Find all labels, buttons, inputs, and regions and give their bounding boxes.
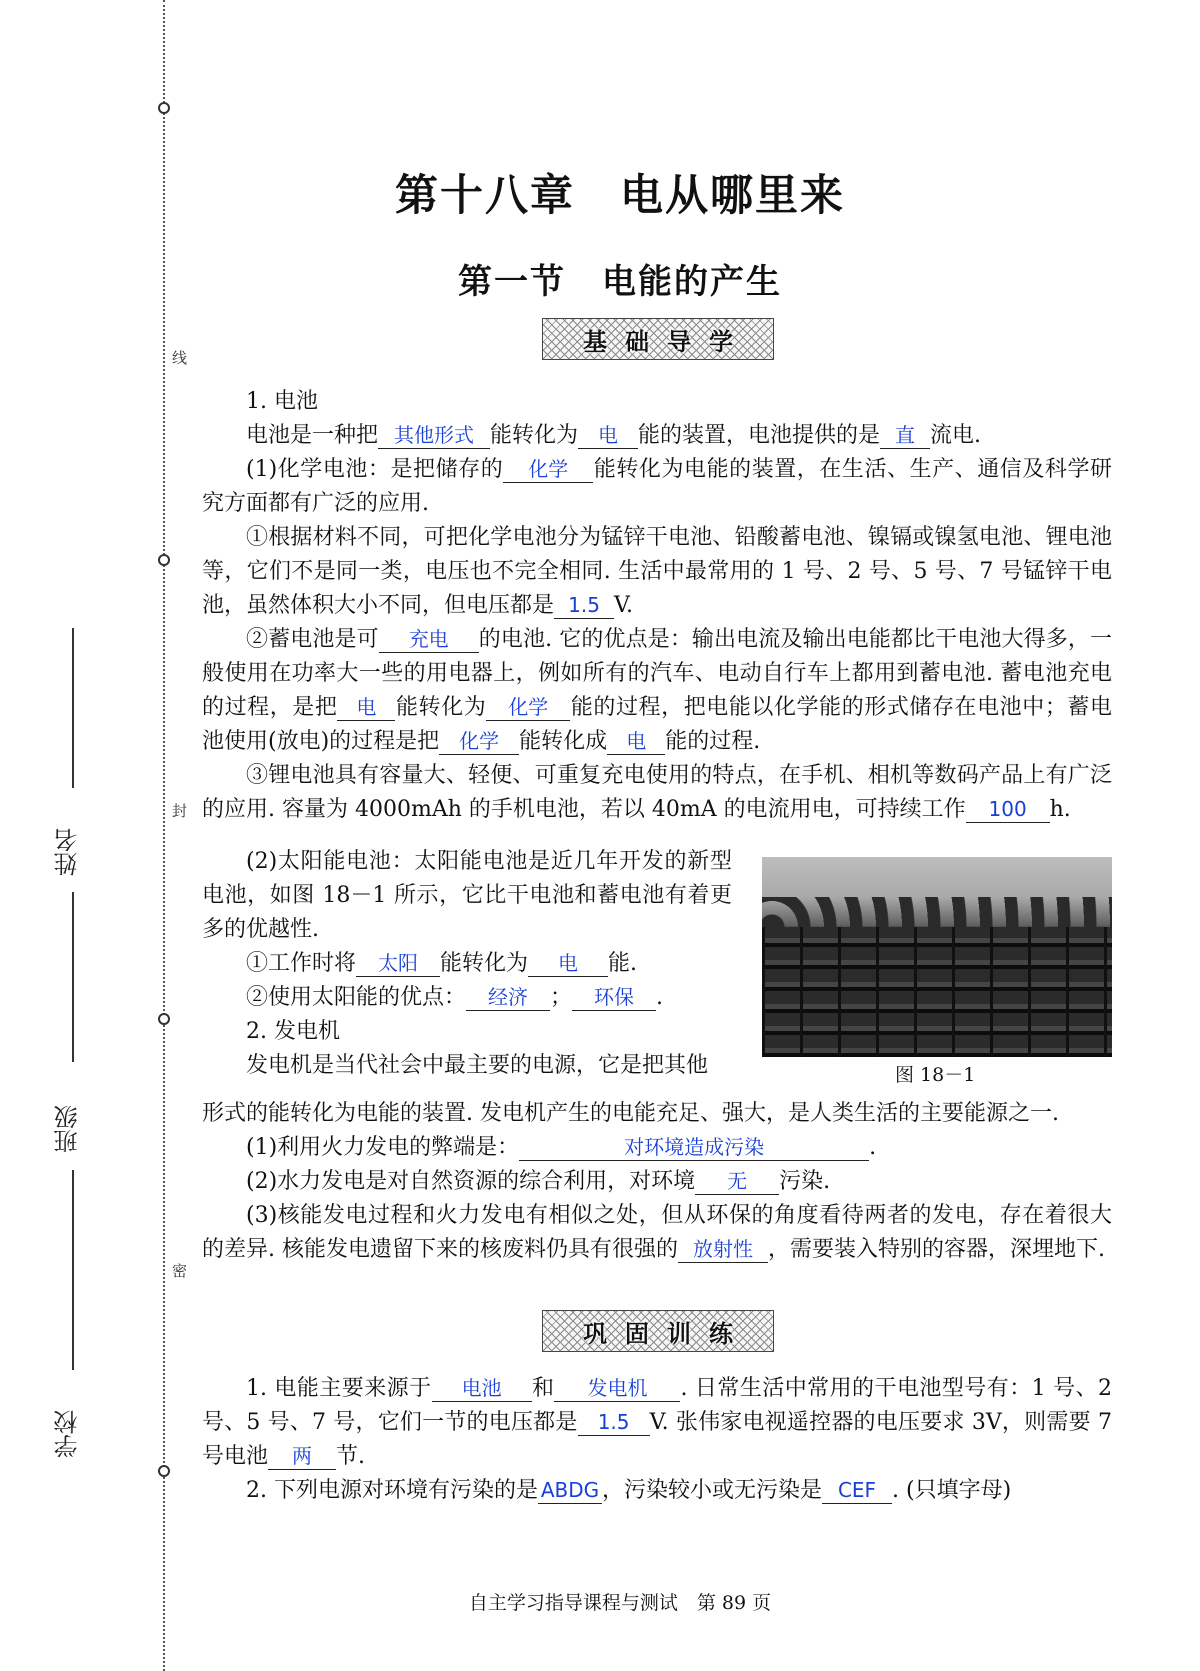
answer-blank: 放射性 xyxy=(678,1236,768,1263)
answer-blank: 其他形式 xyxy=(378,422,490,449)
practice-q1: 1. 电能主要来源于 电池 和 发电机 . 日常生活中常用的干电池型号有：1 号、2 号、5 号、7 号，它们一节的电压都是 1.5 V. 张伟家电视遥控器的电压要求 3V，则需要 7 号电池 两 节. xyxy=(202,1376,1112,1469)
answer-blank: ABDG xyxy=(538,1477,602,1504)
binding-hole xyxy=(158,102,170,114)
answer-blank: 电池 xyxy=(432,1375,532,1402)
binding-mark-xian: 线 xyxy=(172,349,188,367)
generator-q2: (2)水力发电是对自然资源的综合利用，对环境 无 污染. xyxy=(246,1169,831,1194)
answer-blank: 环保 xyxy=(572,984,656,1011)
answer-blank: 1.5 xyxy=(578,1409,650,1436)
answer-blank: 电 xyxy=(607,728,665,755)
name-line xyxy=(72,628,74,788)
generator-q1: (1)利用火力发电的弊端是： 对环境造成污染 . xyxy=(246,1135,877,1160)
practice-banner-label: 巩固训练 xyxy=(583,1319,751,1348)
page-footer: 自主学习指导课程与测试 第 89 页 xyxy=(468,1592,772,1614)
section-title: 第一节 电能的产生 xyxy=(458,262,782,302)
solar-q1: ①工作时将 太阳 能转化为 电 能. xyxy=(246,951,638,976)
item-2: ②蓄电池是可 充电 的电池. 它的优点是：输出电流及输出电能都比干电池大得多，一般使用在功率大一些的用电器上，例如所有的汽车、电动自行车上都用到蓄电池. 蓄电池充电的过程，是把 电 能转化为 化学 能的过程，把电能以化学能的形式储存在电池中；蓄电池使用(放电)的过程是把 化学 能转化成 电 能的过程. xyxy=(202,627,1112,754)
answer-blank: 化学 xyxy=(503,456,593,483)
binding-dotted-line xyxy=(163,0,165,1671)
battery-heading: 1. 电池 xyxy=(246,389,318,414)
generator-intro-a: 发电机是当代社会中最主要的电源，它是把其他 xyxy=(246,1053,709,1078)
binding-mark-mi: 密 xyxy=(172,1262,188,1280)
class-label: 班级 xyxy=(54,1105,82,1153)
answer-blank: 直 xyxy=(880,422,930,449)
generator-q3: (3)核能发电过程和火力发电有相似之处，但从环保的角度看待两者的发电，存在着很大的差异. 核能发电遗留下来的核废料仍具有很强的 放射性 ，需要装入特别的容器，深埋地下. xyxy=(202,1203,1112,1262)
generator-heading: 2. 发电机 xyxy=(246,1019,340,1044)
name-label: 姓名 xyxy=(54,828,82,876)
binding-hole xyxy=(158,1465,170,1477)
practice-banner xyxy=(542,1310,774,1352)
battery-intro: 电池是一种把 其他形式 能转化为 电 能的装置，电池提供的是 直 流电. xyxy=(246,423,982,448)
solar-panel-photo xyxy=(762,857,1112,1057)
binding-hole xyxy=(158,554,170,566)
answer-blank: 电 xyxy=(528,950,608,977)
basics-banner xyxy=(542,318,774,360)
answer-blank: 充电 xyxy=(379,626,479,653)
answer-blank: 无 xyxy=(695,1168,779,1195)
basics-banner-label: 基础导学 xyxy=(583,327,751,356)
binding-mark-feng: 封 xyxy=(172,802,188,820)
answer-blank: 对环境造成污染 xyxy=(519,1134,869,1161)
answer-blank: 1.5 xyxy=(554,592,614,619)
tree-line xyxy=(762,897,1112,927)
answer-blank: 太阳 xyxy=(356,950,440,977)
solar-q2: ②使用太阳能的优点： 经济 ； 环保 . xyxy=(246,985,664,1010)
answer-blank: 电 xyxy=(578,422,638,449)
solar-intro: (2)太阳能电池：太阳能电池是近几年开发的新型电池，如图 18－1 所示，它比干电池和蓄电池有着更多的优越性. xyxy=(202,849,732,942)
basics-battery-section xyxy=(202,385,1112,827)
solar-panel-rows xyxy=(762,927,1112,1057)
answer-blank: 化学 xyxy=(439,728,519,755)
answer-blank: 两 xyxy=(268,1443,336,1470)
solar-section xyxy=(202,845,732,1083)
answer-blank: 经济 xyxy=(466,984,550,1011)
practice-section xyxy=(202,1372,1112,1508)
chapter-title: 第十八章 电从哪里来 xyxy=(395,171,845,221)
binding-hole xyxy=(158,1013,170,1025)
practice-q2: 2. 下列电源对环境有污染的是 ABDG ，污染较小或无污染是 CEF . (只填字母) xyxy=(246,1478,1012,1503)
generator-section xyxy=(202,1097,1112,1267)
answer-blank: 电 xyxy=(337,694,395,721)
generator-intro-b: 形式的能转化为电能的装置. 发电机产生的电能充足、强大，是人类生活的主要能源之一. xyxy=(202,1101,1059,1126)
school-line xyxy=(72,1170,74,1370)
answer-blank: 化学 xyxy=(486,694,570,721)
class-line xyxy=(72,892,74,1062)
answer-blank: CEF xyxy=(822,1477,892,1504)
answer-blank: 发电机 xyxy=(554,1375,680,1402)
answer-blank: 100 xyxy=(966,796,1050,823)
item-1: ①根据材料不同，可把化学电池分为锰锌干电池、铅酸蓄电池、镍镉或镍氢电池、锂电池等，它们不是同一类，电压也不完全相同. 生活中最常用的 1 号、2 号、5 号、7 号锰锌干电池，虽然体积大小不同，但电压都是 1.5 V. xyxy=(202,525,1112,618)
figure-caption: 图 18－1 xyxy=(895,1064,976,1086)
chemical-battery: (1)化学电池：是把储存的 化学 能转化为电能的装置，在生活、生产、通信及科学研究方面都有广泛的应用. xyxy=(202,457,1112,516)
school-label: 学校 xyxy=(54,1410,82,1458)
item-3: ③锂电池具有容量大、轻便、可重复充电使用的特点，在手机、相机等数码产品上有广泛的应用. 容量为 4000mAh 的手机电池，若以 40mA 的电流用电，可持续工作 100 h. xyxy=(202,763,1112,822)
